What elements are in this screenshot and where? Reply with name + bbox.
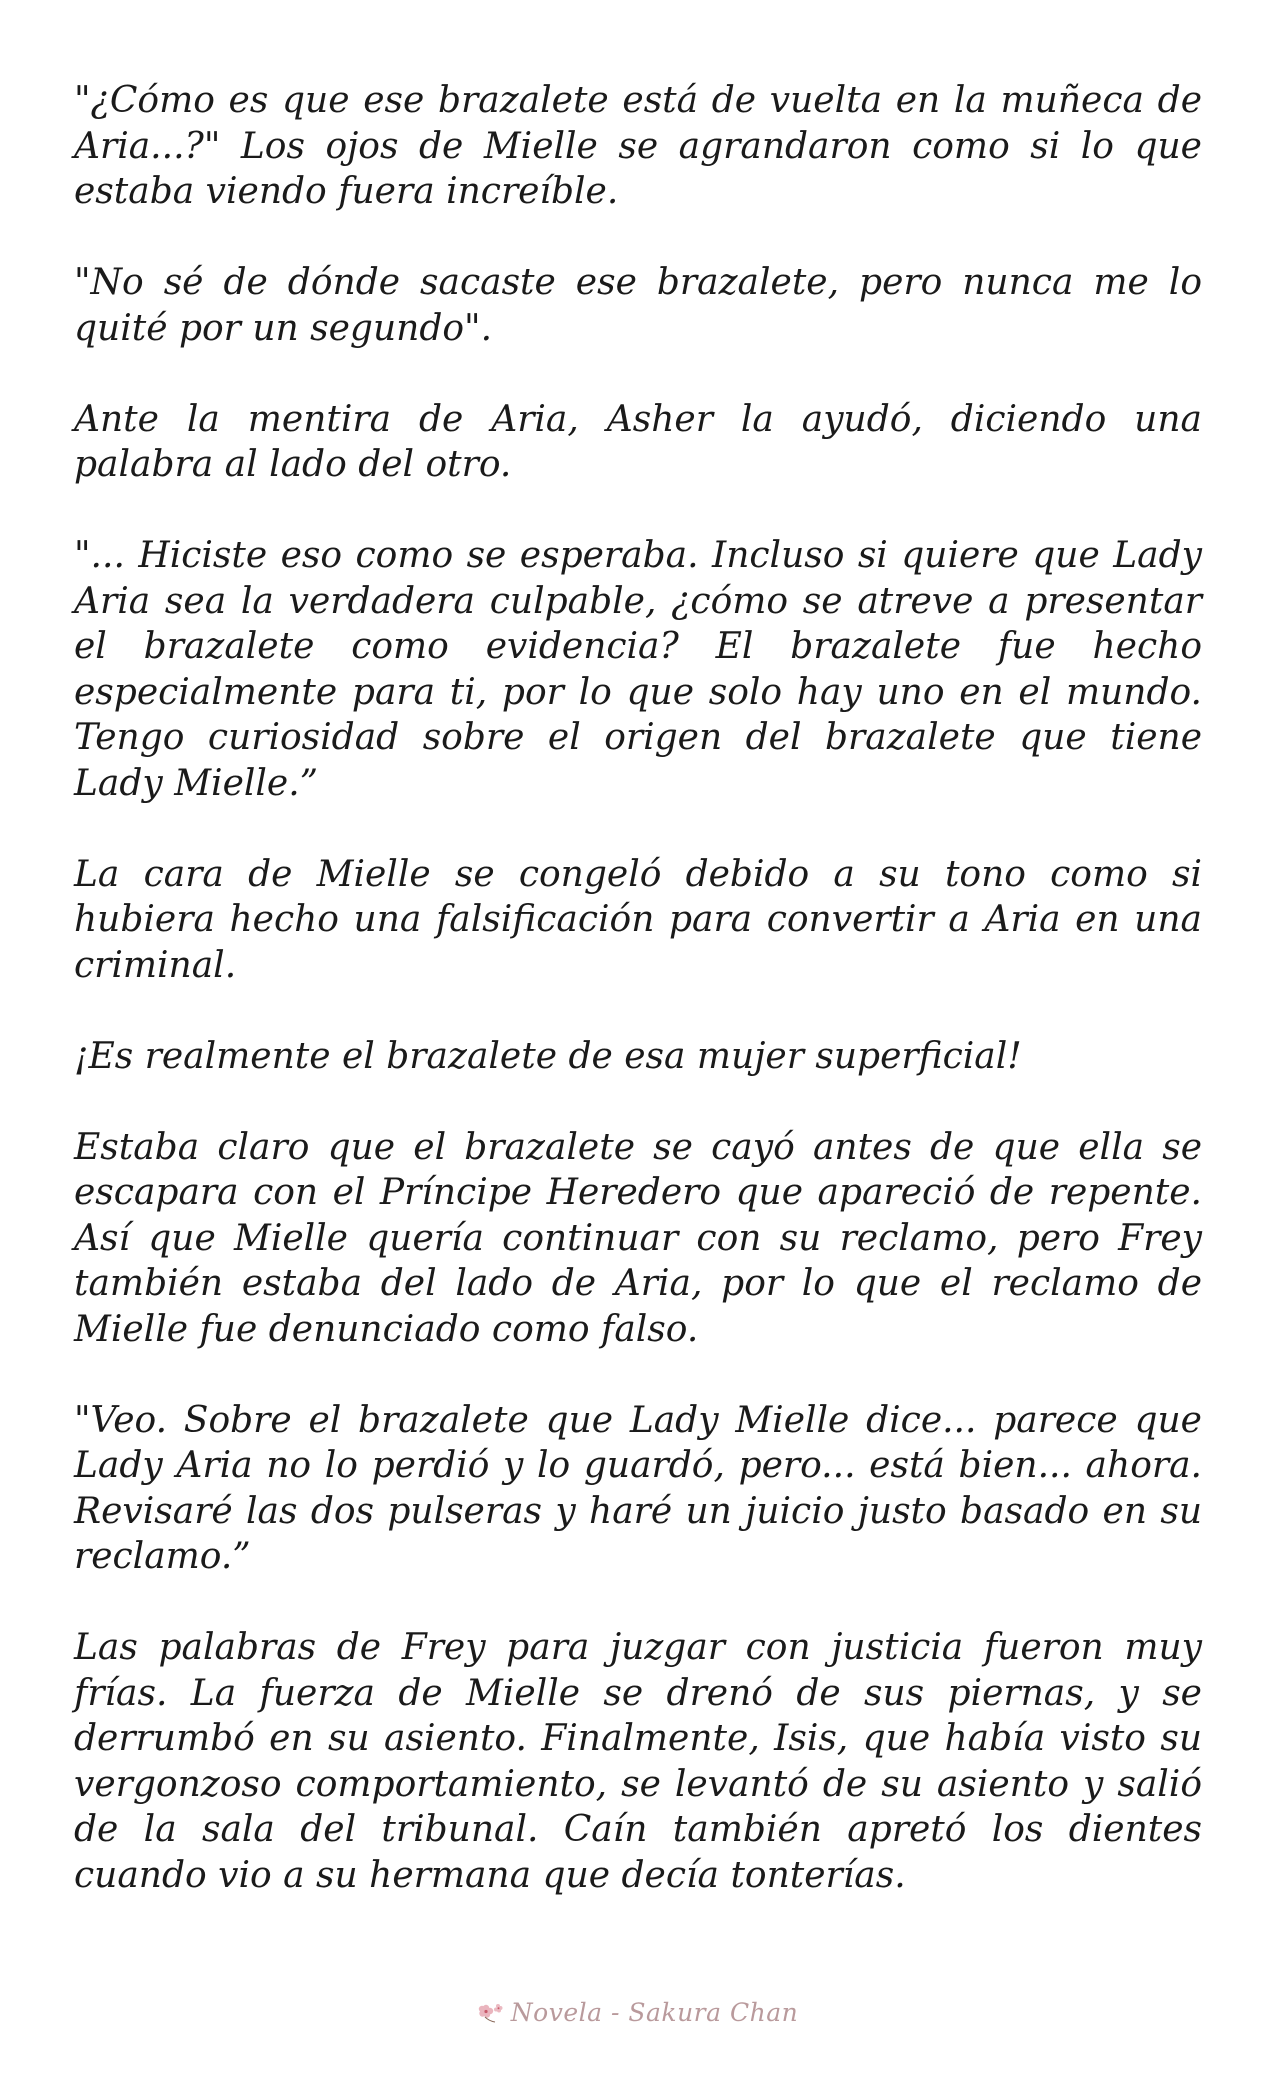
paragraph: ¡Es realmente el brazalete de esa mujer superficial! [74, 1035, 1022, 1077]
paragraph: "No sé de dónde sacaste ese brazalete, pero nunca me lo quité por un segundo". [74, 262, 1202, 349]
paragraph: Las palabras de Frey para juzgar con justicia fueron muy frías. La fuerza de Mielle se drenó de sus piernas, y se derrumbó en su asiento. Finalmente, Isis, que había visto su vergonzoso comportamiento, se levantó de su asiento y salió de la sala del tribunal. Caín también apretó los dientes cuando vio a su hermana que decía tonterías. [74, 1627, 1202, 1896]
paragraph: "Veo. Sobre el brazalete que Lady Mielle dice... parece que Lady Aria no lo perdió y lo guardó, pero... está bien... ahora. Revisaré las dos pulseras y haré un juicio justo basado en su reclamo.” [74, 1399, 1202, 1577]
paragraph: Ante la mentira de Aria, Asher la ayudó, diciendo una palabra al lado del otro. [74, 398, 1202, 485]
sakura-flower-icon [477, 2001, 505, 2025]
story-text [74, 78, 1202, 1898]
paragraph: Estaba claro que el brazalete se cayó antes de que ella se escapara con el Príncipe Heredero que apareció de repente. Así que Mielle quería continuar con su reclamo, pero Frey también estaba del lado de Aria, por lo que el reclamo de Mielle fue denunciado como falso. [74, 1126, 1202, 1350]
paragraph: "¿Cómo es que ese brazalete está de vuelta en la muñeca de Aria...?" Los ojos de Mielle se agrandaron como si lo que estaba viendo fuera increíble. [74, 80, 1202, 212]
paragraph: "... Hiciste eso como se esperaba. Incluso si quiere que Lady Aria sea la verdadera culpable, ¿cómo se atreve a presentar el brazalete como evidencia? El brazalete fue hecho especialmente para ti, por lo que solo hay uno en el mundo. Tengo curiosidad sobre el origen del brazalete que tiene Lady Mielle.” [74, 535, 1202, 804]
watermark-text: Novela - Sakura Chan [510, 1998, 799, 2027]
watermark [0, 1998, 1275, 2027]
paragraph: La cara de Mielle se congeló debido a su tono como si hubiera hecho una falsificación para convertir a Aria en una criminal. [74, 853, 1202, 986]
